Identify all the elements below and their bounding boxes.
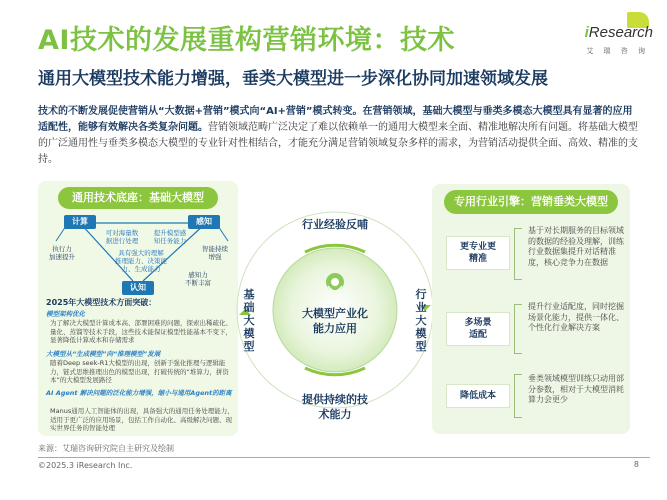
node-perceive: 感知 xyxy=(188,215,220,229)
right-panel xyxy=(432,184,630,434)
source-note: 来源：艾瑞咨询研究院自主研究及绘制 xyxy=(38,444,174,453)
right-row-1-desc: 基于对长期服务的目标领域的数据的经验及理解，训练行业数据集提升对话精准度，核心竞争力在数据 xyxy=(528,226,624,267)
intro-paragraph xyxy=(38,104,638,168)
right-row-2-bracket xyxy=(514,304,522,354)
item-2-head: 大模型从“生成模型”向“推理模型”发展 xyxy=(46,350,161,358)
center-middle-text: 大模型产业化 能力应用 xyxy=(302,307,368,335)
right-row-3-desc: 垂类领域模型训练只动用部分参数，相对于大模型消耗算力会更少 xyxy=(528,374,624,404)
right-row-1-bracket xyxy=(514,228,522,280)
right-row-2-desc: 提升行业适配度，同时挖掘场景化能力，提供一体化、个性化行业解决方案 xyxy=(528,302,624,332)
center-bottom-text: 提供持续的技 术能力 xyxy=(302,393,368,421)
item-3-head: AI Agent 解决问题的泛化能力增强，缩小与通用Agent的距离 xyxy=(46,389,232,397)
intro-normal: 营销领域范畴广泛决定了难以依赖单一的通用大模型来全面、精准地解决所有问题。将基础大模型的广泛通用性与垂类多模态大模型的专业针对性相结合，才能充分满足营销领域复杂多样的需求，为营销活动提供全面、高效、精准的支持。 xyxy=(38,122,638,165)
right-row-2-label: 多场景 适配 xyxy=(446,312,510,346)
label-massive: 可对海量数 据进行处理 xyxy=(105,229,139,245)
label-exec: 执行力 加速提升 xyxy=(49,245,75,261)
left-panel xyxy=(38,181,238,436)
breakthrough-title: 2025年大模型技术方面突破： xyxy=(46,298,157,307)
center-logo-icon xyxy=(326,273,344,291)
node-compute: 计算 xyxy=(64,215,96,229)
left-vertical-text: 基础大模型 xyxy=(243,288,255,353)
page-title: AI技术的发展重构营销环境：技术 xyxy=(38,25,455,56)
item-1-head: 模型架构优化 xyxy=(46,310,85,318)
iresearch-logo xyxy=(567,12,653,58)
page-number: 8 xyxy=(633,460,639,469)
label-reasoning: 具有强大的理解 推理能力、决策能 力、生成能力 xyxy=(115,249,167,273)
label-improve: 提升模型感 知任务能力 xyxy=(153,229,187,245)
left-banner: 通用技术底座：基础大模型 xyxy=(58,187,218,209)
center-top-text: 行业经验反哺 xyxy=(302,218,368,231)
item-3-text: Manus通用人工智能体的出现，具备强大的通用任务处理能力，适用于更广泛的应用场景，包括工作自动化、高级解决问题、现实世界任务的智能处理 xyxy=(50,407,234,432)
right-row-3-label: 降低成本 xyxy=(446,384,510,408)
footer-divider xyxy=(38,457,650,458)
logo-name: iResearch xyxy=(584,24,653,41)
label-knowledge: 感知力 不断丰富 xyxy=(185,271,211,287)
label-smart: 智能持续 增强 xyxy=(202,245,228,261)
logo-cn: 艾 瑞 咨 询 xyxy=(586,47,649,55)
page-subtitle: 通用大模型技术能力增强，垂类大模型进一步深化协同加速领域发展 xyxy=(38,69,548,89)
node-cognize: 认知 xyxy=(122,281,154,295)
item-1-text: 为了解决大模型计算成本高、部署困难的问题，探索出稀疏化、量化、蒸馏等技术手段，这些技术能保证模型性能基本不变下，显著降低计算成本和存储需求 xyxy=(50,319,232,344)
item-2-text: 随着Deep seek-R1大模型的出现，创新于强化推理与逻辑能力，链式思维推理出色的模型出现，打破传统的“堆算力，拼资本”的大模型发展路径 xyxy=(50,359,229,384)
copyright: ©2025.3 iResearch Inc. xyxy=(38,461,133,470)
intro-bold: 技术的不断发展促使营销从“大数据+营销”模式向“AI+营销”模式转变。在营销领域，基础大模型与垂类多模态大模型具有显著的应用适配性，能够有效解决各类复杂问题。 xyxy=(38,106,633,133)
right-banner: 专用行业引擎：营销垂类大模型 xyxy=(444,190,618,214)
right-row-3-bracket xyxy=(514,374,522,418)
right-row-1-label: 更专业更 精准 xyxy=(446,236,510,270)
right-vertical-text: 行业大模型 xyxy=(415,288,427,353)
